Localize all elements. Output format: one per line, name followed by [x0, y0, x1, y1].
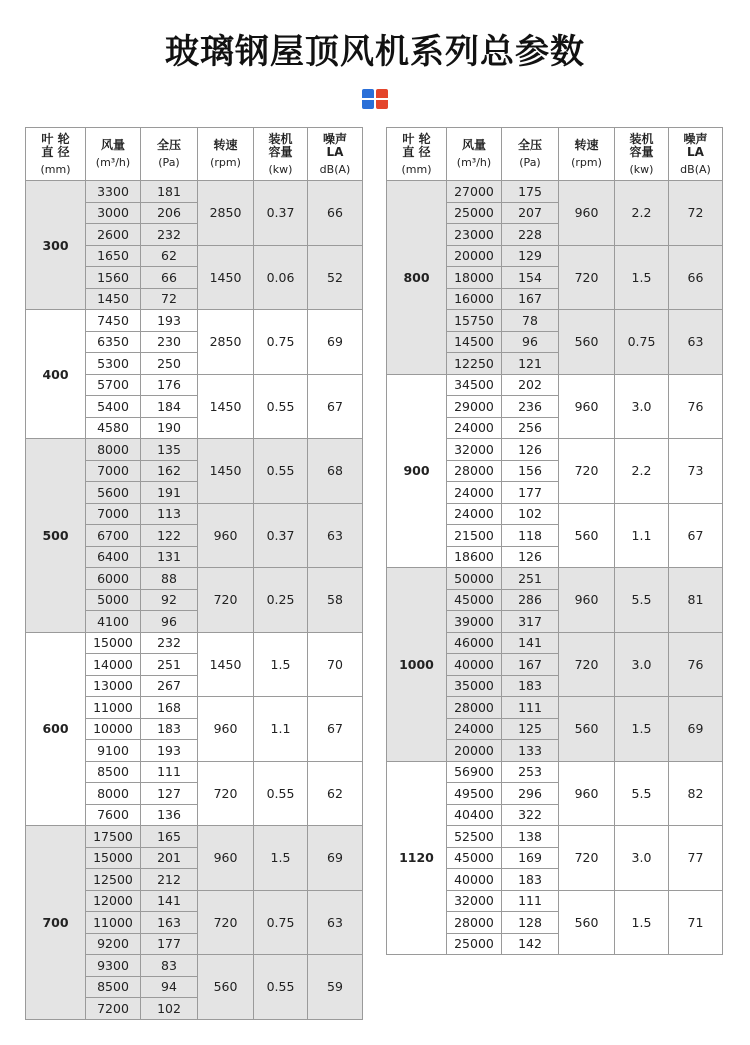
speed-cell: 720: [198, 568, 254, 633]
pressure-cell: 111: [502, 890, 559, 912]
airflow-cell: 50000: [447, 568, 502, 590]
header-label: 装机: [268, 131, 293, 146]
power-cell: 0.25: [254, 568, 308, 633]
pressure-cell: 253: [502, 761, 559, 783]
header-label: 叶 轮: [41, 131, 70, 146]
noise-cell: 73: [669, 439, 723, 504]
speed-cell: 560: [559, 503, 615, 568]
header-speed: [198, 128, 254, 181]
right-spec-table: [386, 127, 723, 955]
header-label: 直 径: [41, 144, 70, 159]
noise-cell: 66: [308, 181, 363, 246]
header-unit: (kw): [268, 162, 293, 176]
airflow-cell: 3300: [86, 181, 141, 203]
header-label: 装机: [629, 131, 654, 146]
airflow-cell: 13000: [86, 675, 141, 697]
airflow-cell: 17500: [86, 826, 141, 848]
speed-cell: 2850: [198, 181, 254, 246]
noise-cell: 69: [308, 826, 363, 891]
power-cell: 0.75: [254, 890, 308, 955]
airflow-cell: 1560: [86, 267, 141, 289]
pressure-cell: 141: [502, 632, 559, 654]
airflow-cell: 28000: [447, 912, 502, 934]
speed-cell: 560: [559, 697, 615, 762]
airflow-cell: 45000: [447, 847, 502, 869]
header-label: LA: [326, 144, 344, 159]
noise-cell: 66: [669, 245, 723, 310]
pressure-cell: 193: [141, 310, 198, 332]
airflow-cell: 24000: [447, 417, 502, 439]
airflow-cell: 35000: [447, 675, 502, 697]
header-unit: (m³/h): [95, 156, 131, 169]
pressure-cell: 206: [141, 202, 198, 224]
table-row: [387, 374, 723, 396]
power-cell: 0.55: [254, 955, 308, 1020]
noise-cell: 76: [669, 632, 723, 697]
left-spec-table: [25, 127, 363, 1020]
pressure-cell: 165: [141, 826, 198, 848]
airflow-cell: 9200: [86, 933, 141, 955]
airflow-cell: 12500: [86, 869, 141, 891]
airflow-cell: 28000: [447, 697, 502, 719]
header-label: LA: [687, 144, 704, 159]
airflow-cell: 40400: [447, 804, 502, 826]
airflow-cell: 20000: [447, 740, 502, 762]
pressure-cell: 183: [502, 869, 559, 891]
airflow-cell: 5000: [86, 589, 141, 611]
power-cell: 1.5: [254, 632, 308, 697]
airflow-cell: 10000: [86, 718, 141, 740]
header-row: [387, 128, 723, 181]
pressure-cell: 111: [502, 697, 559, 719]
speed-cell: 960: [559, 374, 615, 439]
pressure-cell: 102: [502, 503, 559, 525]
pressure-cell: 167: [502, 654, 559, 676]
airflow-cell: 27000: [447, 181, 502, 203]
airflow-cell: 40000: [447, 654, 502, 676]
airflow-cell: 1450: [86, 288, 141, 310]
pressure-cell: 154: [502, 267, 559, 289]
noise-cell: 71: [669, 890, 723, 955]
speed-cell: 720: [559, 439, 615, 504]
diameter-cell: 800: [387, 181, 447, 375]
airflow-cell: 7000: [86, 503, 141, 525]
airflow-cell: 8500: [86, 761, 141, 783]
header-label: 噪声: [322, 131, 347, 146]
pressure-cell: 126: [502, 546, 559, 568]
pressure-cell: 122: [141, 525, 198, 547]
noise-cell: 59: [308, 955, 363, 1020]
airflow-cell: 45000: [447, 589, 502, 611]
airflow-cell: 49500: [447, 783, 502, 805]
noise-cell: 62: [308, 761, 363, 826]
pressure-cell: 230: [141, 331, 198, 353]
diameter-cell: 400: [26, 310, 86, 439]
airflow-cell: 24000: [447, 503, 502, 525]
power-cell: 1.1: [615, 503, 669, 568]
airflow-cell: 6000: [86, 568, 141, 590]
airflow-cell: 12250: [447, 353, 502, 375]
airflow-cell: 32000: [447, 439, 502, 461]
noise-cell: 69: [308, 310, 363, 375]
header-row: [26, 128, 363, 181]
pressure-cell: 118: [502, 525, 559, 547]
airflow-cell: 18600: [447, 546, 502, 568]
pressure-cell: 256: [502, 417, 559, 439]
table-row: [26, 439, 363, 461]
power-cell: 3.0: [615, 374, 669, 439]
airflow-cell: 5400: [86, 396, 141, 418]
pressure-cell: 251: [502, 568, 559, 590]
airflow-cell: 46000: [447, 632, 502, 654]
speed-cell: 1450: [198, 439, 254, 504]
pressure-cell: 156: [502, 460, 559, 482]
header-diameter: [387, 128, 447, 181]
airflow-cell: 2600: [86, 224, 141, 246]
pressure-cell: 83: [141, 955, 198, 977]
airflow-cell: 7450: [86, 310, 141, 332]
noise-cell: 68: [308, 439, 363, 504]
header-unit: (Pa): [158, 156, 180, 169]
pressure-cell: 181: [141, 181, 198, 203]
pressure-cell: 184: [141, 396, 198, 418]
pressure-cell: 78: [502, 310, 559, 332]
airflow-cell: 7200: [86, 998, 141, 1020]
pressure-cell: 111: [141, 761, 198, 783]
diameter-cell: 1000: [387, 568, 447, 762]
noise-cell: 67: [308, 374, 363, 439]
power-cell: 0.55: [254, 374, 308, 439]
noise-cell: 70: [308, 632, 363, 697]
noise-cell: 77: [669, 826, 723, 891]
pressure-cell: 125: [502, 718, 559, 740]
power-cell: 0.75: [254, 310, 308, 375]
airflow-cell: 56900: [447, 761, 502, 783]
header-unit: (rpm): [571, 156, 602, 169]
left-table-body: [26, 181, 363, 1020]
header-unit: (mm): [401, 162, 432, 176]
pressure-cell: 232: [141, 632, 198, 654]
header-noise: [669, 128, 723, 181]
airflow-cell: 23000: [447, 224, 502, 246]
pressure-cell: 183: [141, 718, 198, 740]
header-label: 直 径: [402, 144, 431, 159]
pressure-cell: 207: [502, 202, 559, 224]
airflow-cell: 5700: [86, 374, 141, 396]
airflow-cell: 6350: [86, 331, 141, 353]
noise-cell: 76: [669, 374, 723, 439]
speed-cell: 1450: [198, 374, 254, 439]
header-label: 噪声: [683, 131, 708, 146]
noise-cell: 63: [308, 890, 363, 955]
speed-cell: 720: [559, 632, 615, 697]
airflow-cell: 12000: [86, 890, 141, 912]
power-cell: 0.55: [254, 439, 308, 504]
pressure-cell: 113: [141, 503, 198, 525]
noise-cell: 67: [669, 503, 723, 568]
pressure-cell: 167: [502, 288, 559, 310]
pressure-cell: 191: [141, 482, 198, 504]
header-label: 全压: [517, 138, 542, 152]
airflow-cell: 34500: [447, 374, 502, 396]
pressure-cell: 142: [502, 933, 559, 955]
header-unit: (Pa): [519, 156, 541, 169]
pressure-cell: 136: [141, 804, 198, 826]
pressure-cell: 177: [141, 933, 198, 955]
airflow-cell: 18000: [447, 267, 502, 289]
airflow-cell: 11000: [86, 912, 141, 934]
pressure-cell: 162: [141, 460, 198, 482]
header-power: [254, 128, 308, 181]
power-cell: 3.0: [615, 826, 669, 891]
airflow-cell: 8000: [86, 783, 141, 805]
table-row: [26, 310, 363, 332]
speed-cell: 720: [559, 826, 615, 891]
pressure-cell: 177: [502, 482, 559, 504]
power-cell: 5.5: [615, 761, 669, 826]
noise-cell: 58: [308, 568, 363, 633]
header-label: 转速: [213, 138, 238, 152]
table-row: [387, 568, 723, 590]
airflow-cell: 5300: [86, 353, 141, 375]
diameter-cell: 300: [26, 181, 86, 310]
noise-cell: 69: [669, 697, 723, 762]
airflow-cell: 15750: [447, 310, 502, 332]
airflow-cell: 7000: [86, 460, 141, 482]
airflow-cell: 29000: [447, 396, 502, 418]
pressure-cell: 102: [141, 998, 198, 1020]
power-cell: 1.5: [615, 890, 669, 955]
header-label: 转速: [574, 138, 599, 152]
speed-cell: 560: [559, 310, 615, 375]
airflow-cell: 20000: [447, 245, 502, 267]
pressure-cell: 232: [141, 224, 198, 246]
pressure-cell: 92: [141, 589, 198, 611]
pressure-cell: 168: [141, 697, 198, 719]
airflow-cell: 32000: [447, 890, 502, 912]
pressure-cell: 126: [502, 439, 559, 461]
table-row: [26, 181, 363, 203]
speed-cell: 1450: [198, 245, 254, 310]
pressure-cell: 96: [502, 331, 559, 353]
header-label: 容量: [629, 144, 654, 159]
speed-cell: 560: [198, 955, 254, 1020]
speed-cell: 720: [198, 761, 254, 826]
table-row: [26, 826, 363, 848]
pressure-cell: 138: [502, 826, 559, 848]
power-cell: 5.5: [615, 568, 669, 633]
airflow-cell: 9300: [86, 955, 141, 977]
airflow-cell: 9100: [86, 740, 141, 762]
airflow-cell: 24000: [447, 718, 502, 740]
diameter-cell: 700: [26, 826, 86, 1020]
pressure-cell: 228: [502, 224, 559, 246]
pressure-cell: 317: [502, 611, 559, 633]
noise-cell: 67: [308, 697, 363, 762]
page-title: 玻璃钢屋顶风机系列总参数: [165, 32, 585, 72]
pressure-cell: 129: [502, 245, 559, 267]
header-diameter: [26, 128, 86, 181]
power-cell: 2.2: [615, 181, 669, 246]
pressure-cell: 169: [502, 847, 559, 869]
speed-cell: 960: [559, 568, 615, 633]
header-airflow: [86, 128, 141, 181]
diameter-cell: 1120: [387, 761, 447, 955]
header-label: 容量: [268, 144, 293, 159]
airflow-cell: 11000: [86, 697, 141, 719]
airflow-cell: 39000: [447, 611, 502, 633]
pressure-cell: 176: [141, 374, 198, 396]
airflow-cell: 3000: [86, 202, 141, 224]
header-speed: [559, 128, 615, 181]
airflow-cell: 52500: [447, 826, 502, 848]
power-cell: 3.0: [615, 632, 669, 697]
power-cell: 1.5: [615, 697, 669, 762]
speed-cell: 960: [559, 761, 615, 826]
header-pressure: [502, 128, 559, 181]
airflow-cell: 7600: [86, 804, 141, 826]
pressure-cell: 88: [141, 568, 198, 590]
pressure-cell: 322: [502, 804, 559, 826]
header-unit: dB(A): [319, 162, 351, 176]
pressure-cell: 66: [141, 267, 198, 289]
pressure-cell: 135: [141, 439, 198, 461]
header-label: 风量: [461, 138, 486, 152]
noise-cell: 52: [308, 245, 363, 310]
airflow-cell: 15000: [86, 632, 141, 654]
speed-cell: 560: [559, 890, 615, 955]
power-cell: 0.55: [254, 761, 308, 826]
speed-cell: 2850: [198, 310, 254, 375]
header-unit: dB(A): [680, 162, 711, 176]
table-row: [387, 761, 723, 783]
table-row: [387, 181, 723, 203]
airflow-cell: 8000: [86, 439, 141, 461]
pressure-cell: 193: [141, 740, 198, 762]
flag-badge-icon: [362, 89, 388, 109]
airflow-cell: 25000: [447, 202, 502, 224]
right-table-body: [387, 181, 723, 955]
airflow-cell: 14000: [86, 654, 141, 676]
power-cell: 0.06: [254, 245, 308, 310]
pressure-cell: 175: [502, 181, 559, 203]
noise-cell: 72: [669, 181, 723, 246]
airflow-cell: 24000: [447, 482, 502, 504]
pressure-cell: 202: [502, 374, 559, 396]
pressure-cell: 250: [141, 353, 198, 375]
pressure-cell: 190: [141, 417, 198, 439]
power-cell: 0.37: [254, 503, 308, 568]
airflow-cell: 40000: [447, 869, 502, 891]
airflow-cell: 15000: [86, 847, 141, 869]
power-cell: 1.5: [615, 245, 669, 310]
pressure-cell: 296: [502, 783, 559, 805]
speed-cell: 1450: [198, 632, 254, 697]
header-unit: (mm): [40, 162, 71, 176]
power-cell: 0.37: [254, 181, 308, 246]
header-power: [615, 128, 669, 181]
airflow-cell: 14500: [447, 331, 502, 353]
pressure-cell: 251: [141, 654, 198, 676]
table-row: [26, 632, 363, 654]
pressure-cell: 96: [141, 611, 198, 633]
pressure-cell: 128: [502, 912, 559, 934]
header-label: 风量: [100, 138, 125, 152]
speed-cell: 960: [559, 181, 615, 246]
power-cell: 2.2: [615, 439, 669, 504]
header-pressure: [141, 128, 198, 181]
power-cell: 1.1: [254, 697, 308, 762]
noise-cell: 63: [669, 310, 723, 375]
pressure-cell: 286: [502, 589, 559, 611]
airflow-cell: 4580: [86, 417, 141, 439]
airflow-cell: 8500: [86, 976, 141, 998]
airflow-cell: 1650: [86, 245, 141, 267]
speed-cell: 720: [198, 890, 254, 955]
pressure-cell: 62: [141, 245, 198, 267]
pressure-cell: 141: [141, 890, 198, 912]
pressure-cell: 127: [141, 783, 198, 805]
airflow-cell: 6700: [86, 525, 141, 547]
noise-cell: 81: [669, 568, 723, 633]
header-airflow: [447, 128, 502, 181]
header-label: 全压: [156, 138, 181, 152]
badge-divider: [362, 98, 388, 100]
pressure-cell: 72: [141, 288, 198, 310]
noise-cell: 82: [669, 761, 723, 826]
diameter-cell: 500: [26, 439, 86, 633]
header-label: 叶 轮: [402, 131, 431, 146]
speed-cell: 960: [198, 503, 254, 568]
header-unit: (rpm): [210, 156, 241, 169]
speed-cell: 720: [559, 245, 615, 310]
pressure-cell: 94: [141, 976, 198, 998]
pressure-cell: 121: [502, 353, 559, 375]
diameter-cell: 600: [26, 632, 86, 826]
pressure-cell: 163: [141, 912, 198, 934]
power-cell: 1.5: [254, 826, 308, 891]
pressure-cell: 133: [502, 740, 559, 762]
pressure-cell: 212: [141, 869, 198, 891]
airflow-cell: 21500: [447, 525, 502, 547]
power-cell: 0.75: [615, 310, 669, 375]
header-unit: (kw): [629, 162, 654, 176]
airflow-cell: 5600: [86, 482, 141, 504]
noise-cell: 63: [308, 503, 363, 568]
header-unit: (m³/h): [456, 156, 492, 169]
airflow-cell: 25000: [447, 933, 502, 955]
airflow-cell: 16000: [447, 288, 502, 310]
speed-cell: 960: [198, 826, 254, 891]
header-noise: [308, 128, 363, 181]
airflow-cell: 6400: [86, 546, 141, 568]
speed-cell: 960: [198, 697, 254, 762]
pressure-cell: 267: [141, 675, 198, 697]
airflow-cell: 28000: [447, 460, 502, 482]
pressure-cell: 183: [502, 675, 559, 697]
pressure-cell: 131: [141, 546, 198, 568]
airflow-cell: 4100: [86, 611, 141, 633]
pressure-cell: 201: [141, 847, 198, 869]
pressure-cell: 236: [502, 396, 559, 418]
diameter-cell: 900: [387, 374, 447, 568]
